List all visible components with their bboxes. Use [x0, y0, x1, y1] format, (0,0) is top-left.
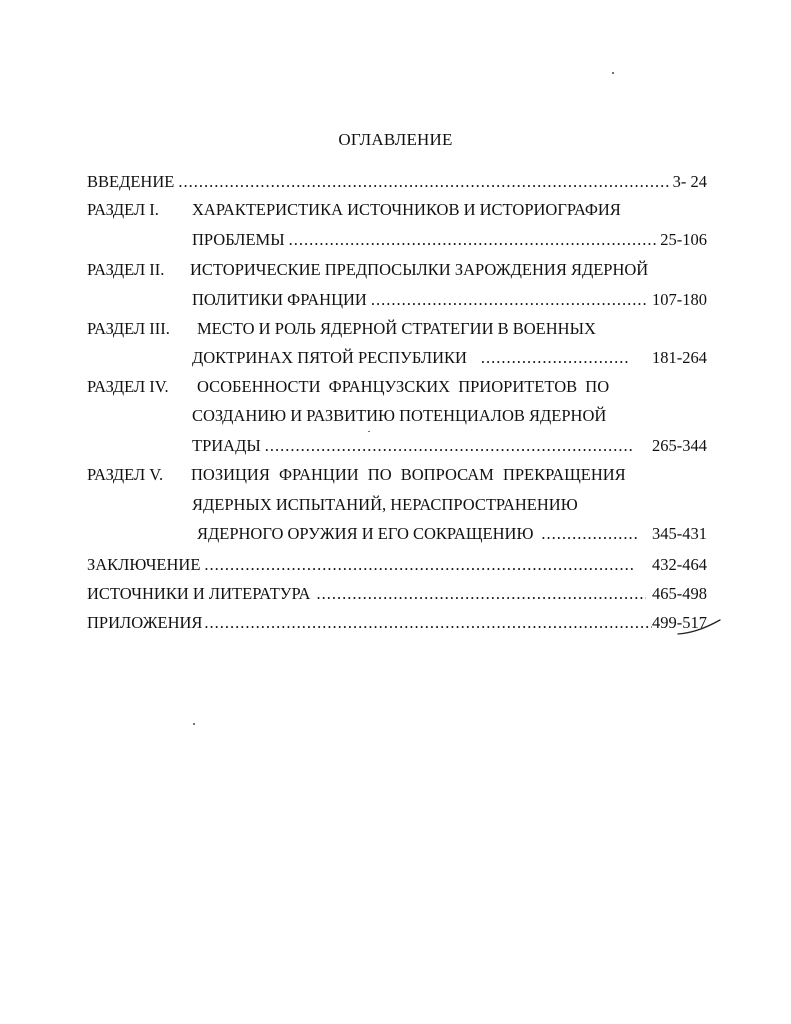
toc-title-line: ДОКТРИНАХ ПЯТОЙ РЕСПУБЛИКИ	[192, 348, 467, 367]
toc-entry-sources	[87, 582, 707, 606]
toc-title-line: ПОЗИЦИЯ ФРАНЦИИ ПО ВОПРОСАМ ПРЕКРАЩЕНИЯ	[191, 465, 626, 484]
toc-title-line: МЕСТО И РОЛЬ ЯДЕРНОЙ СТРАТЕГИИ В ВОЕННЫХ	[197, 319, 596, 338]
toc-label: ИСТОЧНИКИ И ЛИТЕРАТУРА	[87, 584, 311, 603]
dot-leader	[316, 582, 646, 606]
toc-title-line: ЯДЕРНЫХ ИСПЫТАНИЙ, НЕРАСПРОСТРАНЕНИЮ	[192, 495, 578, 514]
toc-pages: 432-464	[652, 555, 707, 574]
toc-entry-section-5-cont	[192, 493, 707, 517]
toc-entry-section-2-cont	[192, 288, 707, 312]
toc-entry-appendices	[87, 611, 707, 635]
toc-entry-introduction	[87, 170, 707, 194]
toc-title-line: СОЗДАНИЮ И РАЗВИТИЮ ПОТЕНЦИАЛОВ ЯДЕРНОЙ	[192, 406, 607, 425]
toc-label: РАЗДЕЛ II.	[87, 260, 165, 279]
toc-title-line: ПОЛИТИКИ ФРАНЦИИ	[192, 290, 367, 309]
toc-entry-section-1	[87, 198, 707, 222]
toc-label: ПРИЛОЖЕНИЯ	[87, 613, 203, 632]
toc-pages: 25-106	[660, 230, 707, 249]
toc-pages: 3- 24	[672, 172, 707, 191]
toc-pages: 345-431	[652, 524, 707, 543]
dot-leader	[204, 553, 636, 577]
toc-pages: 181-264	[652, 348, 707, 367]
toc-entry-section-1-cont	[192, 228, 707, 252]
toc-entry-section-3-cont	[192, 346, 707, 370]
toc-entry-section-4	[87, 375, 707, 399]
toc-entry-section-4-cont2	[192, 434, 707, 458]
toc-label: РАЗДЕЛ IV.	[87, 377, 169, 396]
toc-title-line: ПРОБЛЕМЫ	[192, 230, 285, 249]
scan-speck	[612, 72, 614, 74]
toc-label: РАЗДЕЛ III.	[87, 319, 170, 338]
toc-entry-section-4-cont	[192, 404, 707, 428]
toc-title-line: ТРИАДЫ	[192, 436, 261, 455]
dot-leader	[289, 228, 657, 252]
toc-title-line: ЯДЕРНОГО ОРУЖИЯ И ЕГО СОКРАЩЕНИЮ	[197, 524, 534, 543]
toc-pages: 465-498	[652, 584, 707, 603]
toc-pages: 265-344	[652, 436, 707, 455]
toc-title-line: ИСТОРИЧЕСКИЕ ПРЕДПОСЫЛКИ ЗАРОЖДЕНИЯ ЯДЕРНОЙ	[190, 260, 649, 279]
toc-entry-section-2	[87, 258, 707, 282]
dot-leader	[178, 170, 668, 194]
toc-title-line: ОСОБЕННОСТИ ФРАНЦУЗСКИХ ПРИОРИТЕТОВ ПО	[197, 377, 610, 396]
scan-speck	[368, 431, 370, 432]
page-title: ОГЛАВЛЕНИЕ	[338, 130, 453, 149]
dot-leader	[541, 522, 638, 546]
toc-label: ЗАКЛЮЧЕНИЕ	[87, 555, 201, 574]
dot-leader	[265, 434, 634, 458]
toc-entry-section-5	[87, 463, 707, 487]
toc-label: ВВЕДЕНИЕ	[87, 172, 175, 191]
toc-entry-section-5-cont2	[197, 522, 707, 546]
pen-stroke-mark	[676, 616, 726, 638]
toc-title-line: ХАРАКТЕРИСТИКА ИСТОЧНИКОВ И ИСТОРИОГРАФИЯ	[192, 200, 621, 219]
toc-pages: 107-180	[652, 290, 707, 309]
toc-entry-conclusion	[87, 553, 707, 577]
toc-label: РАЗДЕЛ I.	[87, 200, 159, 219]
toc-entry-section-3	[87, 317, 707, 341]
toc-label: РАЗДЕЛ V.	[87, 465, 164, 484]
dot-leader	[204, 611, 652, 635]
dot-leader	[481, 346, 630, 370]
toc-pages: 499-517	[652, 613, 707, 632]
dot-leader	[371, 288, 648, 312]
scan-speck	[193, 723, 195, 725]
